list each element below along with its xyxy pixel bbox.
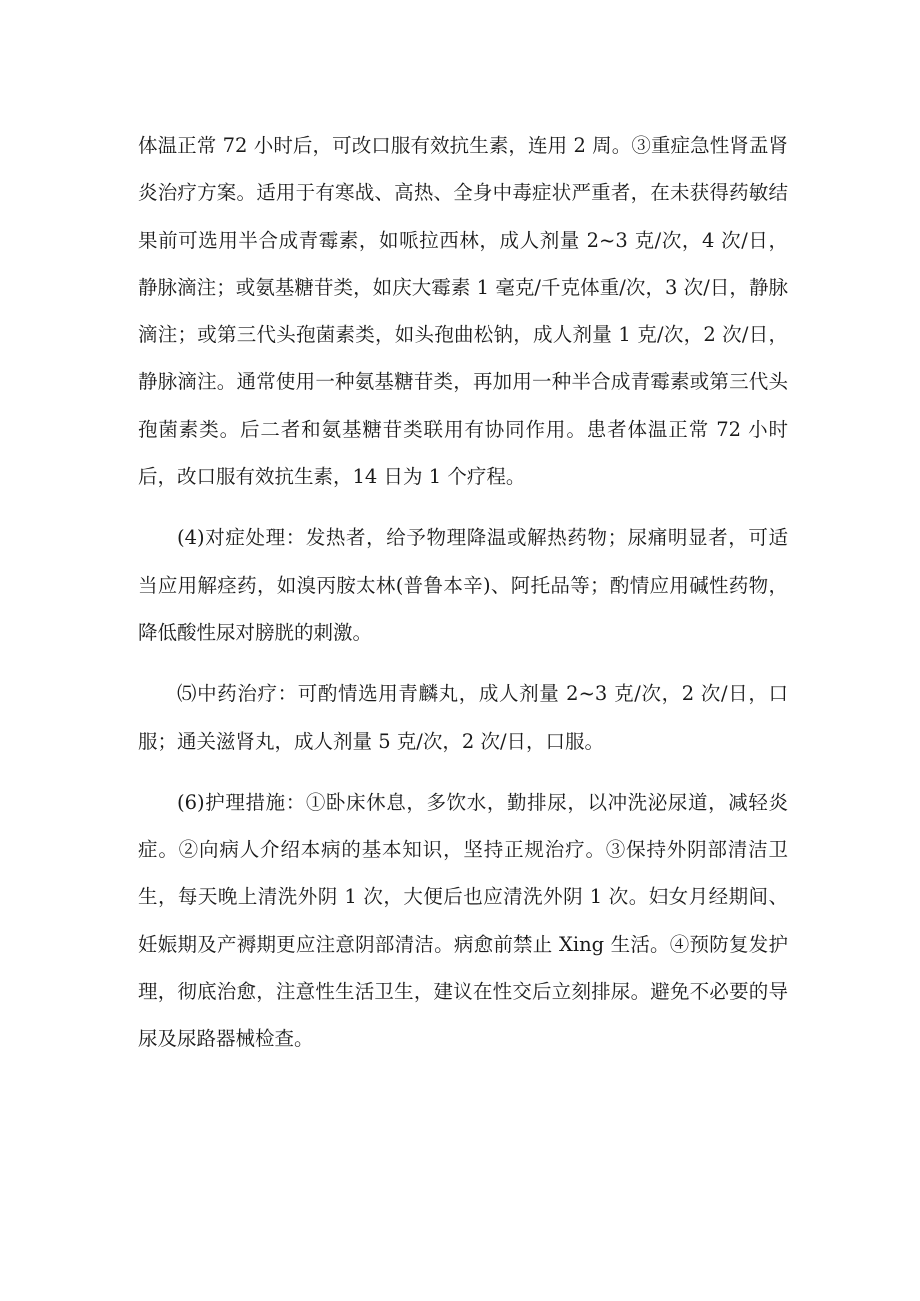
paragraph-tcm-treatment: ⑸中药治疗：可酌情选用青麟丸，成人剂量 2~3 克/次，2 次/日，口服；通关滋肾丸，成人剂量 5 克/次，2 次/日，口服。 bbox=[138, 682, 788, 753]
document-page bbox=[138, 122, 788, 1077]
paragraph-symptomatic-treatment: (4)对症处理：发热者，给予物理降温或解热药物；尿痛明显者，可适当应用解痉药，如溴丙胺太林(普鲁本辛)、阿托品等；酌情应用碱性药物，降低酸性尿对膀胱的刺激。 bbox=[138, 526, 788, 644]
paragraph-treatment-continued: 体温正常 72 小时后，可改口服有效抗生素，连用 2 周。③重症急性肾盂肾炎治疗方案。适用于有寒战、高热、全身中毒症状严重者，在未获得药敏结果前可选用半合成青霉素，如哌拉西林，成人剂量 2~3 克/次，4 次/日，静脉滴注；或氨基糖苷类，如庆大霉素 1 毫克/千克体重/次，3 次/日，静脉滴注；或第三代头孢菌素类，如头孢曲松钠，成人剂量 1 克/次，2 次/日，静脉滴注。通常使用一种氨基糖苷类，再加用一种半合成青霉素或第三代头孢菌素类。后二者和氨基糖苷类联用有协同作用。患者体温正常 72 小时后，改口服有效抗生素，14 日为 1 个疗程。 bbox=[138, 134, 788, 489]
paragraph-nursing-measures: (6)护理措施：①卧床休息，多饮水，勤排尿，以冲洗泌尿道，减轻炎症。②向病人介绍本病的基本知识，坚持正规治疗。③保持外阴部清洁卫生，每天晚上清洗外阴 1 次，大便后也应清洗外阴 1 次。妇女月经期间、妊娠期及产褥期更应注意阴部清洁。病愈前禁止 Xing 生活。④预防复发护理，彻底治愈，注意性生活卫生，建议在性交后立刻排尿。避免不必要的导尿及尿路器械检查。 bbox=[138, 790, 788, 1051]
